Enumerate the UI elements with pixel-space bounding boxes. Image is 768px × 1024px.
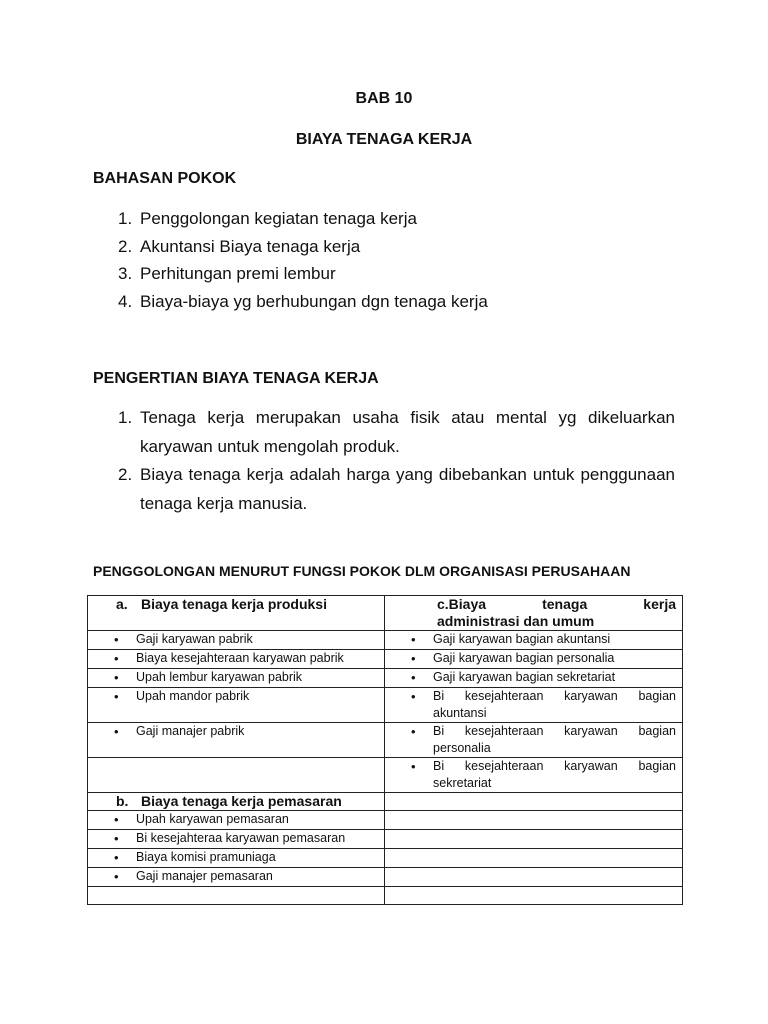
table-cell [385,793,683,811]
list-item [93,260,675,288]
header-letter: b. [116,793,129,809]
list-text: Penggolongan kegiatan tenaga kerja [140,209,417,228]
header-word: tenaga [542,596,588,612]
header-text: Biaya tenaga kerja produksi [141,596,327,612]
table-cell [385,669,683,688]
list-item [93,404,675,461]
table-cell [88,811,385,830]
table-row [88,830,683,849]
list-number: 1. [118,209,133,228]
header-cell-admin [385,596,683,631]
table-row [88,849,683,868]
list-text: Tenaga kerja merupakan usaha fisik atau mental yg dikeluarkan karyawan untuk mengolah produk. [140,408,675,456]
cell-text: Bi kesejahteraan karyawan bagian sekretariat [433,759,676,790]
table-row [88,688,683,723]
table-row [88,669,683,688]
cell-text: Gaji karyawan bagian personalia [433,651,615,665]
table-cell [88,631,385,650]
list-item [93,205,675,233]
table-row [88,758,683,793]
table-cell [385,631,683,650]
cell-text: Upah lembur karyawan pabrik [136,670,303,684]
table-cell [385,830,683,849]
list-number: 2. [118,465,133,484]
table-cell [88,849,385,868]
list-item [93,288,675,316]
header-word: kerja [643,596,676,612]
chapter-number: BAB 10 [355,90,413,107]
table-row [88,793,683,811]
table-cell [88,758,385,793]
table-cell [88,830,385,849]
table-cell [88,650,385,669]
table-cell [88,669,385,688]
table-cell [385,650,683,669]
table-cell [88,868,385,887]
chapter-title: BIAYA TENAGA KERJA [295,131,473,148]
table-cell [88,688,385,723]
table-row [88,868,683,887]
section-heading-pengertian: PENGERTIAN BIAYA TENAGA KERJA [93,370,379,387]
table-cell [385,811,683,830]
table-cell [385,868,683,887]
list-number: 1. [118,408,133,427]
list-text: Biaya-biaya yg berhubungan dgn tenaga kerja [140,291,488,311]
cell-text: Bi kesejahteraan karyawan bagian akuntansi [433,689,676,720]
table-cell [385,887,683,905]
table-row [88,723,683,758]
header-cell-production [88,596,385,631]
header-letter: a. [116,596,128,612]
cell-text: Gaji manajer pabrik [136,724,245,738]
table-cell [88,887,385,905]
header-text: administrasi dan umum [437,613,595,629]
header-cell-marketing [88,793,385,811]
list-number: 2. [118,236,133,256]
table-row [88,631,683,650]
cell-text: Biaya kesejahteraan karyawan pabrik [136,651,344,665]
list-number: 4. [118,291,133,311]
cell-text: Upah karyawan pemasaran [136,812,289,826]
cell-text: Gaji manajer pemasaran [136,869,273,883]
table-cell [385,849,683,868]
list-item [93,233,675,261]
classification-table [87,595,683,905]
cell-text: Bi kesejahteraan karyawan bagian personalia [433,724,676,755]
table-row [88,596,683,631]
table-row [88,650,683,669]
table-row [88,811,683,830]
cell-text: Gaji karyawan bagian akuntansi [433,632,611,646]
pokok-list [93,205,675,315]
list-number: 3. [118,264,133,283]
section-heading-pokok: BAHASAN POKOK [93,170,237,187]
header-word: c.Biaya [437,596,487,612]
section-heading-penggolongan: PENGGOLONGAN MENURUT FUNGSI POKOK DLM ORGANISASI PERUSAHAAN [93,563,631,579]
cell-text: Gaji karyawan pabrik [136,632,253,646]
list-text: Biaya tenaga kerja adalah harga yang dibebankan untuk penggunaan tenaga kerja manusia. [140,465,675,513]
list-text: Perhitungan premi lembur [140,264,336,283]
table-cell [385,723,683,758]
cell-text: Bi kesejahteraa karyawan pemasaran [136,831,346,845]
header-text: Biaya tenaga kerja pemasaran [141,793,342,809]
list-text: Akuntansi Biaya tenaga kerja [140,236,361,256]
cell-text: Biaya komisi pramuniaga [136,850,276,864]
pengertian-list [93,404,675,518]
cell-text: Gaji karyawan bagian sekretariat [433,670,616,684]
table-row [88,887,683,905]
list-item [93,461,675,518]
table-cell [385,688,683,723]
table-cell [385,758,683,793]
table-cell [88,723,385,758]
cell-text: Upah mandor pabrik [136,689,250,703]
